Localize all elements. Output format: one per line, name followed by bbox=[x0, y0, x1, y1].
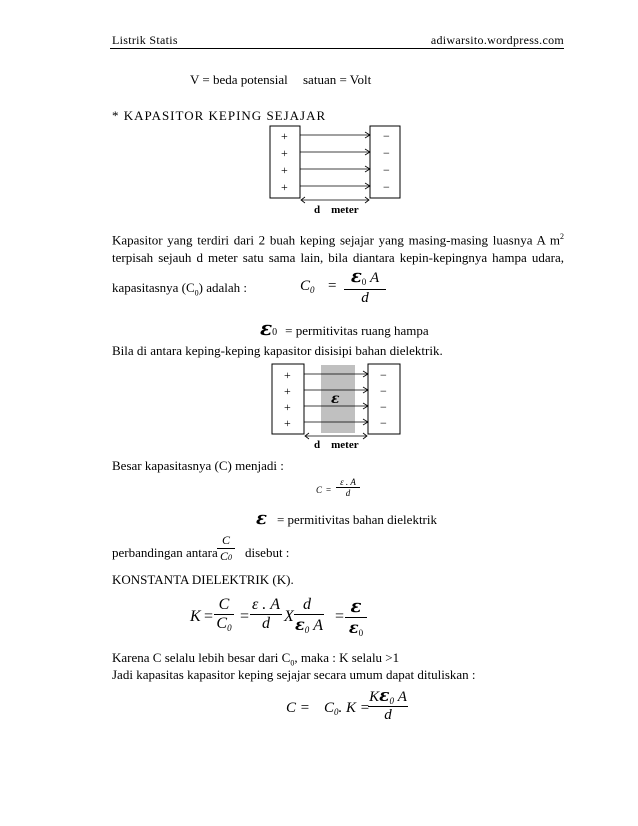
ratio-prefix: perbandingan antara bbox=[112, 545, 218, 560]
paragraph-text: Kapasitor yang terdiri dari 2 buah keping sejajar yang masing-masing luasnya A m bbox=[112, 232, 560, 248]
fraction-d-over-eps0-a: d $\varepsilon_0$ A bbox=[294, 596, 323, 635]
minus-sign: − bbox=[383, 163, 390, 177]
fraction-numerator: ε . A bbox=[340, 477, 356, 487]
eps0-definition: ε0 = permitivitas ruang hampa bbox=[260, 316, 429, 340]
eps-definition-text: = permitivitas bahan dielektrik bbox=[276, 512, 437, 527]
potential-definition: V = beda potensial bbox=[190, 72, 288, 87]
minus-sign: − bbox=[380, 400, 387, 414]
potential-unit: satuan = Volt bbox=[303, 72, 372, 87]
header-rule bbox=[110, 48, 564, 49]
minus-sign: − bbox=[383, 129, 390, 143]
formula-lhs: C = bbox=[286, 700, 310, 716]
formula-final bbox=[286, 686, 426, 736]
times-symbol: X bbox=[284, 608, 294, 625]
plus-sign: + bbox=[284, 400, 291, 414]
formula-c0-fraction: $\varepsilon_0$ A d bbox=[344, 266, 386, 307]
conclusion-line-2: Jadi kapasitas kapasitor keping sejajar secara umum dapat dituliskan : bbox=[112, 667, 476, 682]
paragraph-intro bbox=[112, 228, 564, 267]
fraction-c-over-c0: C $C_0$ bbox=[214, 596, 234, 633]
dielectric-intro: Bila di antara keping-keping kapasitor disisipi bahan dielektrik. bbox=[112, 343, 443, 358]
fraction-denominator: d bbox=[336, 487, 360, 498]
dielectric-constant-title: KONSTANTA DIELEKTRIK (K). bbox=[112, 572, 294, 587]
paragraph-line-2: terpisah sejauh d meter satu sama lain, bila diantara kepin-kepingnya hampa udara, bbox=[112, 250, 564, 266]
minus-sign: − bbox=[383, 180, 390, 194]
equals-sign: = bbox=[326, 485, 332, 495]
ratio-suffix: disebut : bbox=[245, 545, 290, 560]
plus-sign: + bbox=[281, 146, 288, 160]
formula-lhs: C bbox=[316, 485, 323, 495]
formula-k bbox=[190, 596, 370, 646]
equals-sign: = bbox=[240, 608, 250, 625]
fraction-k-eps0-a-over-d: $K\varepsilon_0$ A d bbox=[369, 686, 407, 723]
epsilon-symbol: ε bbox=[256, 508, 267, 529]
minus-sign: − bbox=[380, 384, 387, 398]
c0-intro-text: kapasitasnya $(C_0)$ adalah : bbox=[112, 280, 248, 298]
header-left: Listrik Statis bbox=[112, 33, 178, 47]
epsilon-symbol: ε bbox=[260, 316, 273, 340]
paragraph-line-1 bbox=[112, 228, 564, 249]
minus-sign: − bbox=[380, 416, 387, 430]
ratio-fraction: C C0 bbox=[217, 533, 235, 564]
eps-definition bbox=[256, 508, 437, 529]
superscript: 2 bbox=[560, 232, 564, 241]
dielectric-epsilon-label: ε bbox=[331, 391, 340, 407]
fraction-eps-a-over-d: ε . A d bbox=[251, 596, 281, 632]
formula-fraction bbox=[336, 477, 360, 498]
plus-sign: + bbox=[281, 180, 288, 194]
minus-sign: − bbox=[383, 146, 390, 160]
plus-sign: + bbox=[281, 163, 288, 177]
capacitor-diagram-dielectric bbox=[260, 360, 420, 452]
equals-sign: = bbox=[335, 608, 345, 625]
plus-sign: + bbox=[284, 416, 291, 430]
formula-c0-lhs: $C_0$ bbox=[300, 278, 315, 295]
distance-indicator bbox=[301, 197, 369, 203]
conclusion-line-1: Karena C selalu lebih besar dari $C_0$, maka : K selalu >1 bbox=[112, 650, 400, 668]
section-title: * KAPASITOR KEPING SEJAJAR bbox=[112, 108, 327, 123]
distance-label: d meter bbox=[314, 439, 359, 451]
k-symbol: K bbox=[190, 608, 201, 625]
field-lines bbox=[300, 132, 370, 189]
fraction-numerator: C bbox=[221, 533, 230, 547]
equals-sign: = bbox=[204, 608, 214, 625]
minus-sign: − bbox=[380, 368, 387, 382]
capacitor-diagram-vacuum bbox=[255, 120, 415, 220]
plus-sign: + bbox=[284, 368, 291, 382]
plus-sign: + bbox=[281, 129, 288, 143]
fraction-eps-over-eps0: ε $\varepsilon_0$ bbox=[345, 596, 367, 638]
capacity-intro: Besar kapasitasnya (C) menjadi : bbox=[112, 458, 284, 473]
header-right: adiwarsito.wordpress.com bbox=[430, 33, 564, 47]
eps0-definition-text: = permitivitas ruang hampa bbox=[285, 323, 429, 338]
distance-label: d meter bbox=[314, 204, 359, 216]
equals-sign: = bbox=[328, 278, 337, 294]
fraction-denominator: d bbox=[344, 289, 386, 307]
formula-mid: $C_0$. K = bbox=[324, 700, 370, 717]
plus-sign: + bbox=[284, 384, 291, 398]
